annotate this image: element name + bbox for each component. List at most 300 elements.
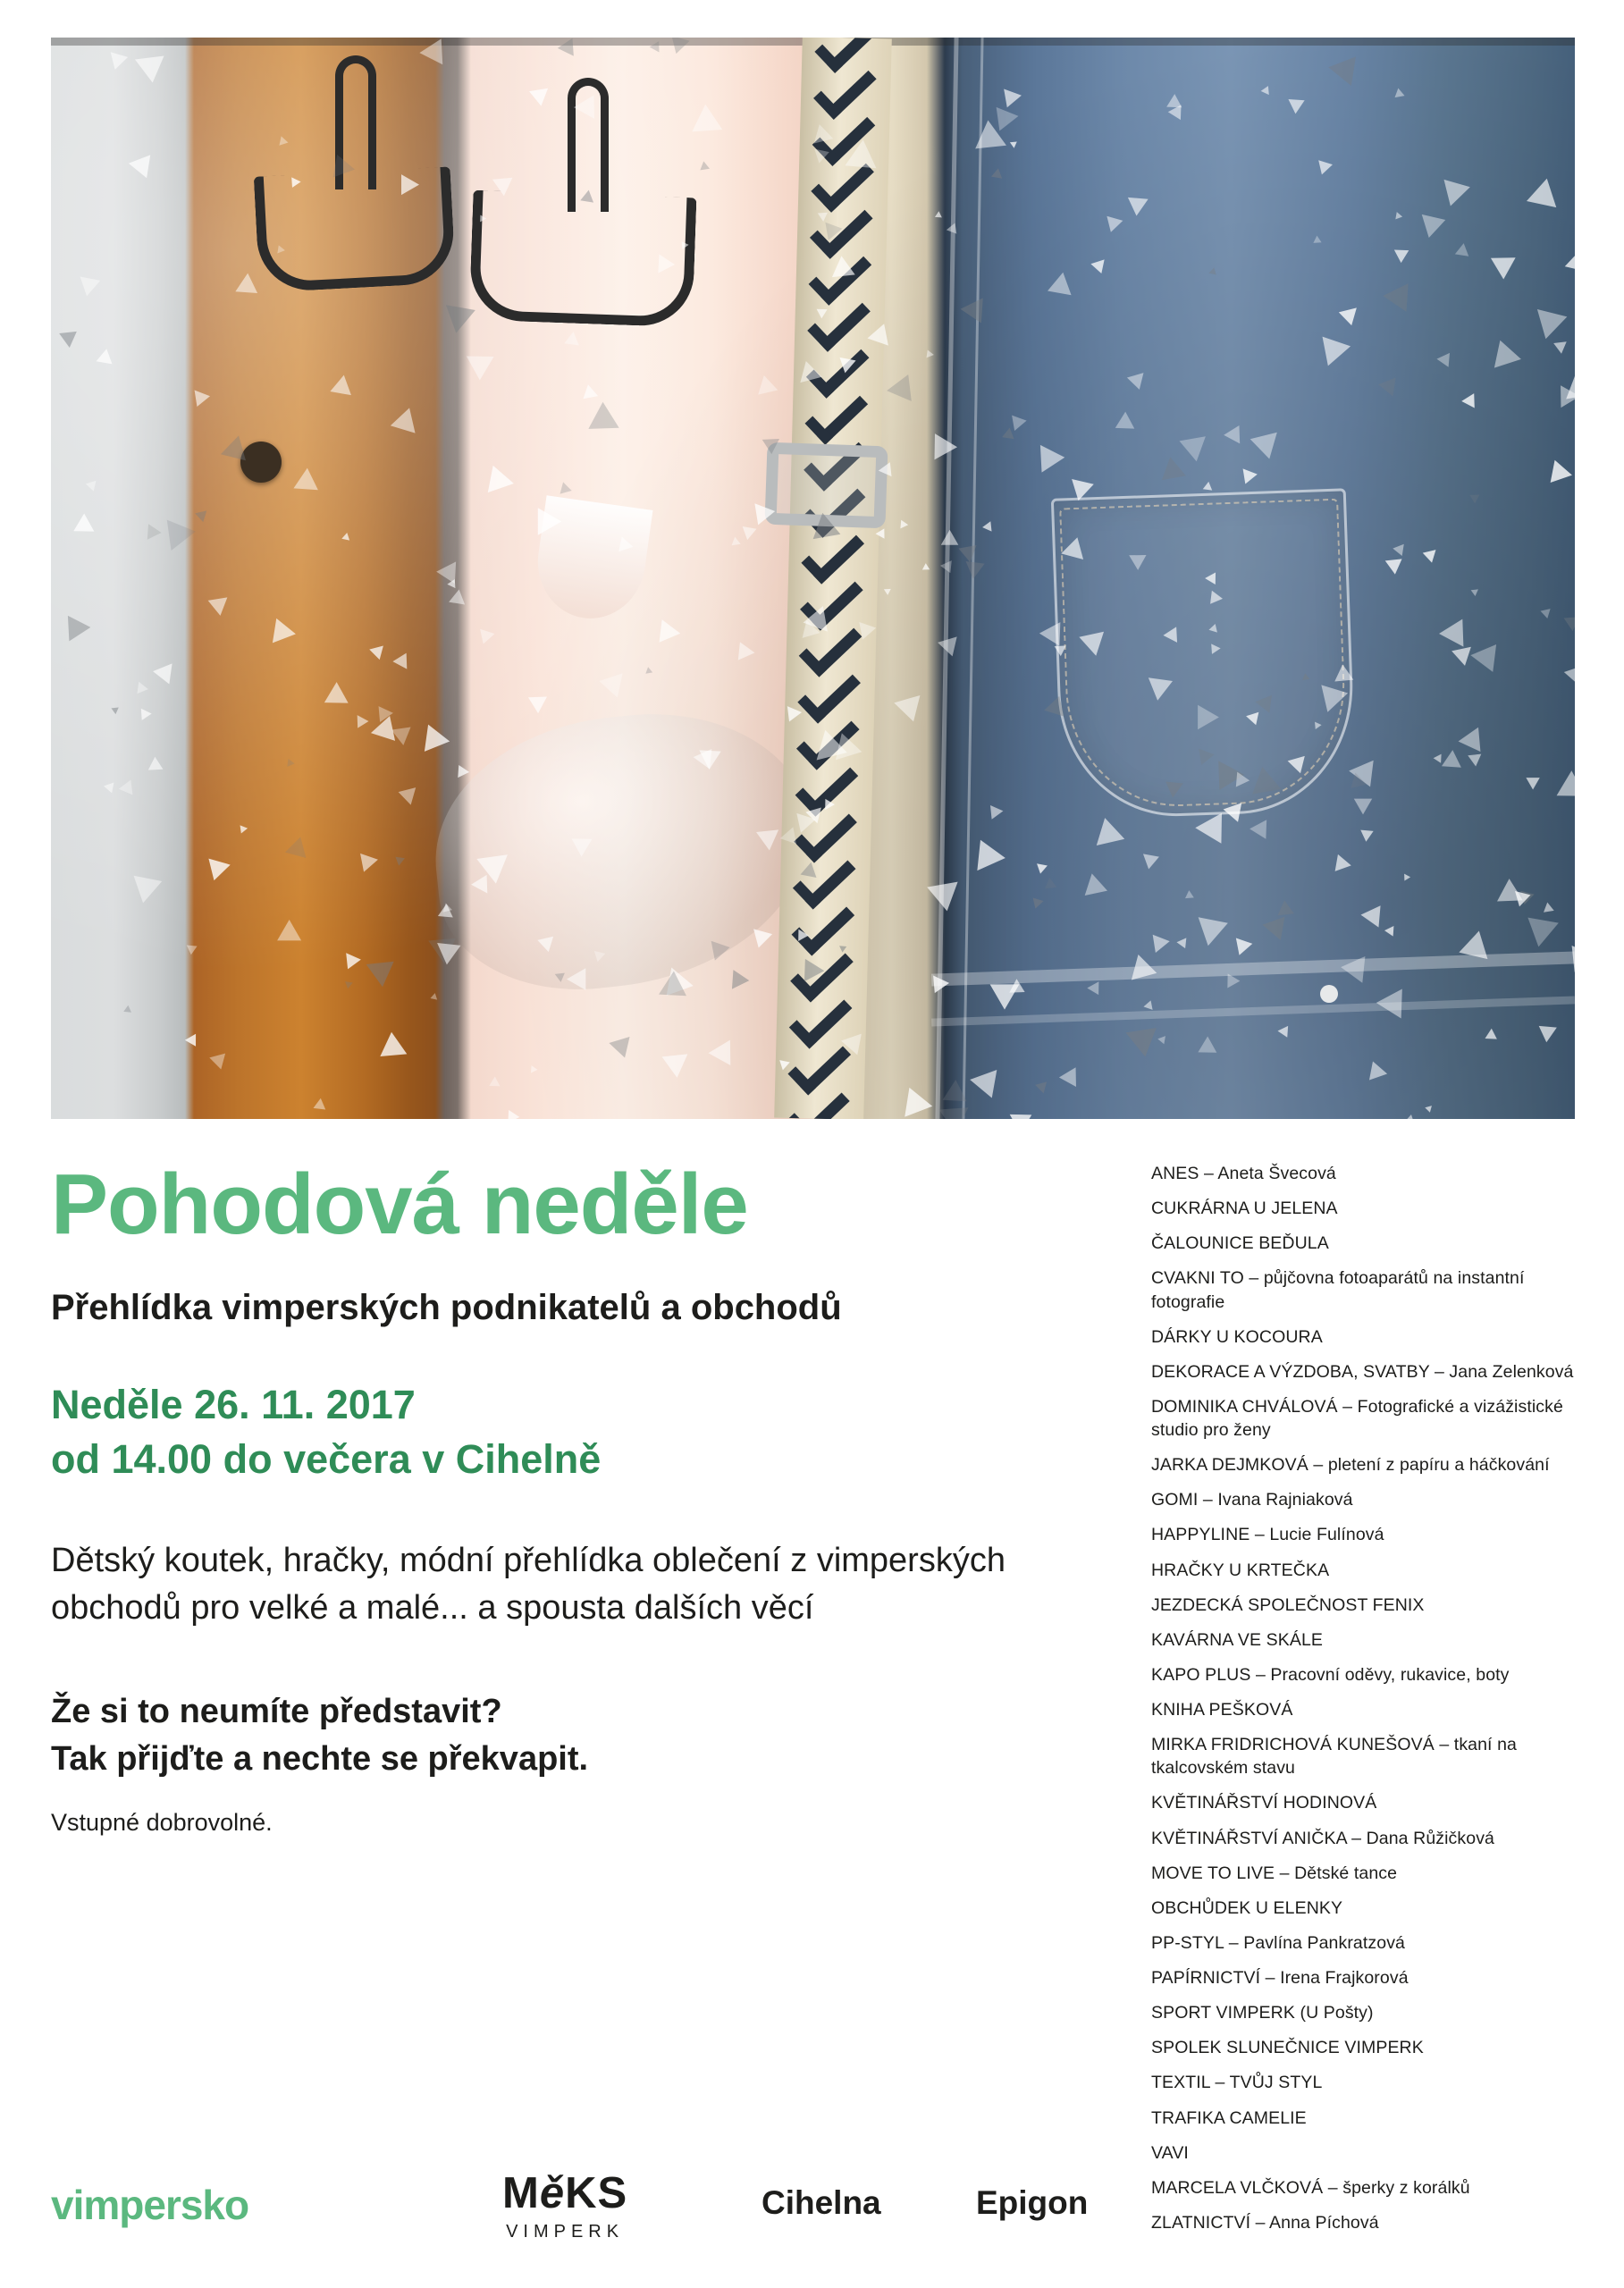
triangle-shape <box>148 757 166 776</box>
triangle-shape <box>678 242 688 252</box>
triangle-shape <box>414 725 450 761</box>
list-item: KAPO PLUS – Pracovní oděvy, rukavice, boty <box>1151 1664 1510 1685</box>
triangle-shape <box>946 223 960 237</box>
triangle-shape <box>1333 664 1353 682</box>
vimpersko-logo: vimpersko <box>51 2182 249 2228</box>
triangle-shape <box>1393 211 1401 220</box>
triangle-shape <box>528 1065 538 1075</box>
triangle-shape <box>346 951 362 969</box>
triangle-shape <box>449 589 470 610</box>
triangle-shape <box>183 940 197 955</box>
triangle-shape <box>1179 426 1214 462</box>
triangle-shape <box>1359 904 1380 927</box>
triangle-shape <box>1044 273 1072 302</box>
triangle-shape <box>1193 749 1214 769</box>
triangle-shape <box>1444 173 1474 206</box>
triangle-shape <box>567 963 595 990</box>
triangle-shape <box>1207 641 1221 654</box>
triangle-shape <box>853 616 876 639</box>
triangle-shape <box>132 682 148 697</box>
triangle-shape <box>1302 673 1311 682</box>
subtitle: Přehlídka vimperských podnikatelů a obchodů <box>51 1288 842 1327</box>
triangle-shape <box>921 563 930 573</box>
triangle-shape <box>1287 99 1304 114</box>
triangle-shape <box>997 83 1022 108</box>
triangle-shape <box>1075 625 1104 656</box>
triangle-shape <box>1563 617 1575 632</box>
triangle-shape <box>1551 460 1575 487</box>
triangle-shape <box>1125 369 1144 390</box>
triangle-shape <box>134 868 167 904</box>
list-item: KVĚTINÁŘSTVÍ ANIČKA – Dana Růžičková <box>1151 1828 1494 1848</box>
triangle-shape <box>1462 393 1482 412</box>
list-item: HAPPYLINE – Lucie Fulínová <box>1151 1525 1384 1545</box>
triangle-shape <box>1039 443 1064 472</box>
triangle-shape <box>1360 825 1376 841</box>
triangle-shape <box>430 993 438 1000</box>
triangle-shape <box>926 971 949 993</box>
triangle-shape <box>55 325 77 348</box>
triangle-shape <box>1395 88 1407 100</box>
triangle-shape <box>1042 695 1064 719</box>
triangle-shape <box>839 943 848 952</box>
triangle-shape <box>1224 425 1240 443</box>
triangle-shape <box>580 190 597 208</box>
list-item: OBCHŮDEK U ELENKY <box>1151 1897 1343 1918</box>
triangle-shape <box>708 1039 741 1072</box>
triangle-shape <box>705 941 729 963</box>
triangle-shape <box>1540 605 1553 618</box>
triangle-shape <box>1522 179 1557 216</box>
triangle-shape <box>1254 693 1272 712</box>
page-title: Pohodová neděle <box>51 1157 748 1252</box>
triangle-shape <box>73 514 94 532</box>
triangle-shape <box>285 757 295 767</box>
triangle-shape <box>1206 569 1222 585</box>
triangle-shape <box>1557 770 1575 808</box>
triangle-shape <box>360 951 393 987</box>
triangle-shape <box>959 545 980 564</box>
triangle-shape <box>453 761 469 777</box>
triangle-shape <box>820 795 835 809</box>
triangle-shape <box>731 642 755 665</box>
triangle-shape <box>1130 555 1148 570</box>
triangle-shape <box>1383 275 1420 311</box>
exhibitor-list <box>1151 1162 1598 2246</box>
triangle-shape <box>887 374 922 409</box>
list-item: SPORT VIMPERK (U Pošty) <box>1151 2003 1374 2023</box>
triangle-shape <box>1046 878 1060 893</box>
meks-letter-m: M <box>502 2169 540 2217</box>
triangle-shape <box>804 513 841 550</box>
triangle-shape <box>1393 543 1405 556</box>
epigon-logo: Epigon <box>976 2184 1089 2221</box>
list-item: JEZDECKÁ SPOLEČNOST FENIX <box>1151 1594 1425 1615</box>
triangle-shape <box>1201 482 1212 493</box>
triangle-shape <box>1329 47 1368 86</box>
triangle-shape <box>738 521 757 540</box>
triangle-shape <box>1009 1106 1037 1119</box>
list-item: ANES – Aneta Švecová <box>1151 1164 1336 1183</box>
triangle-shape <box>391 408 425 442</box>
event-description: Dětský koutek, hračky, módní přehlídka oblečení z vimperských obchodů pro velké a malé... a spousta dalších věcí <box>51 1541 1006 1628</box>
list-item: KAVÁRNA VE SKÁLE <box>1151 1629 1323 1650</box>
triangle-shape <box>1376 375 1395 397</box>
triangle-shape <box>939 559 952 573</box>
triangle-shape <box>331 374 358 403</box>
triangle-shape <box>1111 412 1135 437</box>
list-item: MOVE TO LIVE – Dětské tance <box>1151 1863 1398 1883</box>
triangle-shape <box>1132 955 1160 986</box>
triangle-shape <box>524 689 547 713</box>
triangle-shape <box>825 256 854 286</box>
triangle-shape <box>1195 812 1222 844</box>
triangle-shape <box>311 1098 325 1114</box>
triangle-shape <box>287 174 300 188</box>
main-text-column <box>51 1157 1106 1837</box>
list-item: ZLATNICTVÍ – Anna Píchová <box>1151 2212 1379 2233</box>
event-date: Neděle 26. 11. 2017 <box>51 1382 416 1427</box>
meks-logo-sub: VIMPERK <box>506 2222 625 2242</box>
triangle-shape <box>782 706 802 725</box>
triangle-shape <box>277 920 307 951</box>
triangle-shape <box>285 837 314 865</box>
event-datetime <box>51 1378 1106 1487</box>
list-item: JARKA DEJMKOVÁ – pletení z papíru a háčkování <box>1151 1455 1550 1476</box>
triangle-shape <box>938 1080 967 1111</box>
triangle-shape <box>1163 627 1177 643</box>
triangle-shape <box>221 435 255 469</box>
footer-logos <box>51 2169 1575 2270</box>
triangle-shape <box>762 432 784 454</box>
cihelna-logo: Cihelna <box>762 2184 881 2221</box>
triangle-shape <box>342 979 352 989</box>
hero-image <box>51 38 1575 1119</box>
triangle-shape <box>1565 242 1575 272</box>
list-item: GOMI – Ivana Rajniaková <box>1151 1490 1353 1510</box>
triangle-shape <box>1425 1106 1433 1114</box>
triangle-shape <box>1185 891 1196 903</box>
triangle-shape <box>135 56 167 85</box>
triangle-shape <box>195 510 209 523</box>
triangle-shape <box>118 779 138 799</box>
triangle-shape <box>939 1107 971 1119</box>
triangle-shape <box>865 324 888 349</box>
triangle-shape <box>1205 591 1223 609</box>
triangle-shape <box>1238 469 1258 487</box>
triangle-shape <box>1285 753 1305 774</box>
triangle-shape <box>137 705 152 720</box>
triangle-shape <box>1315 160 1333 176</box>
triangle-shape <box>492 178 514 197</box>
triangle-shape <box>1058 537 1083 565</box>
triangle-shape <box>1571 943 1575 972</box>
triangle-shape <box>897 518 908 529</box>
triangle-shape <box>801 861 820 878</box>
triangle-shape <box>85 478 97 491</box>
triangle-shape <box>732 970 750 990</box>
triangle-shape <box>537 937 556 954</box>
triangle-shape <box>1198 1036 1216 1052</box>
triangle-shape <box>1142 1001 1152 1012</box>
triangle-shape <box>1470 494 1481 503</box>
triangle-shape <box>555 969 568 982</box>
triangle-shape <box>1470 644 1505 677</box>
triangle-shape <box>837 358 856 374</box>
triangle-shape <box>981 521 991 532</box>
triangle-shape <box>1077 874 1107 904</box>
triangle-shape <box>923 433 957 467</box>
triangle-shape <box>1126 1028 1161 1059</box>
triangle-shape <box>1250 820 1275 845</box>
triangle-shape <box>111 707 119 714</box>
triangle-shape <box>476 629 495 646</box>
triangle-shape <box>649 41 659 53</box>
triangle-shape <box>1090 255 1109 273</box>
triangle-shape <box>1199 908 1233 946</box>
triangle-shape <box>1067 479 1094 503</box>
triangle-shape <box>200 851 230 880</box>
triangle-shape <box>667 38 689 56</box>
triangle-shape <box>1278 1022 1293 1038</box>
triangle-shape <box>1442 750 1467 776</box>
triangle-shape <box>1035 863 1048 875</box>
triangle-shape <box>574 89 604 119</box>
list-item: KVĚTINÁŘSTVÍ HODINOVÁ <box>1151 1793 1377 1813</box>
triangle-shape <box>596 669 622 698</box>
triangle-shape <box>1439 612 1475 646</box>
triangle-shape <box>961 291 994 324</box>
triangle-shape <box>467 344 501 380</box>
triangle-shape <box>470 875 487 894</box>
triangle-shape <box>127 152 150 178</box>
triangle-shape <box>1526 771 1543 789</box>
triangle-shape <box>753 925 775 948</box>
triangle-shape <box>341 533 349 543</box>
triangle-shape <box>1537 302 1571 339</box>
triangle-shape <box>208 597 231 617</box>
triangle-shape <box>1314 235 1324 246</box>
triangle-shape <box>419 38 452 64</box>
triangle-shape <box>793 361 822 391</box>
triangle-shape <box>94 349 113 369</box>
triangle-shape <box>1455 243 1473 262</box>
triangle-shape <box>1401 874 1410 883</box>
triangle-shape <box>326 151 355 178</box>
list-item: DOMINIKA CHVÁLOVÁ – Fotografické a vizážistické studio pro ženy <box>1151 1396 1563 1440</box>
triangle-shape <box>1311 327 1351 366</box>
triangle-shape <box>644 668 652 677</box>
triangle-shape <box>279 137 289 147</box>
triangle-shape <box>1538 1026 1558 1043</box>
triangle-shape <box>231 273 257 301</box>
list-item: CVAKNI TO – půjčovna fotoaparátů na instantní fotografie <box>1151 1268 1525 1312</box>
triangle-shape <box>1035 1077 1051 1093</box>
triangle-shape <box>278 245 286 254</box>
triangle-shape <box>294 467 320 491</box>
list-item: MARCELA VLČKOVÁ – šperky z korálků <box>1151 2177 1470 2198</box>
triangle-shape <box>1161 774 1183 797</box>
triangle-shape <box>1153 932 1172 953</box>
entry-fee-note: Vstupné dobrovolné. <box>51 1809 273 1837</box>
triangle-shape <box>373 1032 408 1068</box>
triangle-shape <box>935 211 944 220</box>
meks-letter-e: ě <box>539 2169 566 2217</box>
triangle-shape <box>77 276 100 298</box>
triangle-shape <box>538 508 561 535</box>
triangle-shape <box>480 461 514 492</box>
list-item: PAPÍRNICTVÍ – Irena Frajkorová <box>1151 1968 1409 1988</box>
triangle-shape <box>970 1070 1006 1103</box>
triangle-shape <box>698 750 720 770</box>
triangle-shape <box>185 1034 201 1050</box>
triangle-shape <box>795 954 825 981</box>
list-item: TRAFIKA CAMELIE <box>1151 2107 1307 2128</box>
triangle-shape <box>1468 748 1485 766</box>
triangle-shape <box>1340 954 1366 982</box>
triangle-shape <box>1384 926 1394 937</box>
list-item: MIRKA FRIDRICHOVÁ KUNEŠOVÁ – tkaní na tkalcovském stavu <box>1151 1735 1517 1779</box>
triangle-shape <box>68 614 91 641</box>
triangle-shape <box>1009 139 1018 147</box>
triangle-shape <box>477 214 486 223</box>
triangle-shape <box>1149 670 1177 701</box>
triangle-shape <box>147 524 162 541</box>
list-item: DÁRKY U KOCOURA <box>1151 1326 1323 1347</box>
triangle-shape <box>752 822 778 851</box>
triangle-shape <box>392 649 413 669</box>
list-item: KNIHA PEŠKOVÁ <box>1151 1700 1293 1720</box>
list-item: PP-STYL – Pavlína Pankratzová <box>1151 1932 1405 1953</box>
triangle-shape <box>1087 981 1104 998</box>
triangle-shape <box>560 482 574 496</box>
triangle-shape <box>1250 432 1283 461</box>
triangle-shape <box>845 140 885 181</box>
triangle-shape <box>319 683 349 714</box>
meks-letters-ks: KS <box>565 2169 628 2217</box>
triangle-shape <box>841 1027 870 1056</box>
triangle-shape <box>1470 586 1480 596</box>
callout-line-1: Že si to neumíte představit? <box>51 1693 502 1731</box>
triangle-shape <box>1167 105 1181 120</box>
list-item: TEXTIL – TVŮJ STYL <box>1151 2073 1323 2093</box>
triangle-shape <box>978 840 1007 873</box>
triangle-shape <box>879 459 896 476</box>
triangle-shape <box>1176 938 1190 951</box>
triangle-shape <box>1394 244 1412 263</box>
list-item: ČALOUNICE BEĎULA <box>1151 1233 1329 1254</box>
triangle-shape <box>1484 341 1521 378</box>
triangle-shape <box>1059 1063 1084 1087</box>
event-time: od 14.00 do večera v Cihelně <box>51 1435 602 1482</box>
triangle-shape <box>927 882 963 914</box>
triangle-shape <box>1339 308 1360 328</box>
triangle-shape <box>1138 848 1159 870</box>
triangle-shape <box>427 1116 445 1119</box>
triangle-shape <box>1122 189 1148 215</box>
triangle-shape <box>1329 854 1352 877</box>
triangle-shape <box>529 88 551 108</box>
triangle-shape <box>437 294 476 333</box>
triangle-shape <box>1385 559 1404 576</box>
triangle-shape <box>1491 257 1516 279</box>
list-item: CUKRÁRNA U JELENA <box>1151 1199 1338 1219</box>
triangle-shape <box>1362 1062 1387 1087</box>
triangle-shape <box>1031 898 1044 911</box>
triangle-shape <box>1208 624 1220 635</box>
triangle-shape <box>367 643 383 660</box>
triangle-shape <box>1236 935 1254 955</box>
triangle-shape <box>1198 705 1219 730</box>
triangle-shape <box>104 778 118 793</box>
triangle-shape <box>1354 799 1372 815</box>
triangle-shape <box>1485 1029 1500 1045</box>
triangle-shape <box>360 850 380 871</box>
callout-line-2: Tak přijďte a nechte se překvapit. <box>51 1739 589 1778</box>
triangle-shape <box>152 660 172 684</box>
triangle-shape <box>1455 930 1488 966</box>
triangle-shape <box>195 388 212 407</box>
triangle-shape <box>1222 970 1241 988</box>
triangle-shape <box>561 332 579 350</box>
triangle-shape <box>1376 988 1402 1019</box>
triangle-shape <box>509 1110 520 1119</box>
triangle-shape <box>594 948 607 962</box>
triangle-shape <box>729 537 741 550</box>
triangle-shape <box>207 1049 225 1069</box>
triangle-shape <box>272 618 297 646</box>
triangle-shape <box>1421 546 1436 562</box>
triangle-shape <box>1321 679 1351 712</box>
triangle-shape <box>588 401 619 429</box>
list-item: DEKORACE A VÝZDOBA, SVATBY – Jana Zelenková <box>1151 1361 1574 1382</box>
triangle-shape <box>1087 818 1124 856</box>
triangle-shape <box>984 801 1003 819</box>
triangle-shape <box>1260 86 1269 96</box>
triangle-shape <box>697 161 710 173</box>
callout <box>51 1688 1106 1782</box>
triangle-shape <box>659 254 676 273</box>
triangle-shape <box>489 1077 503 1091</box>
triangle-shape <box>609 1037 635 1061</box>
triangle-shape <box>1243 767 1282 805</box>
list-item: VAVI <box>1151 2142 1189 2163</box>
triangle-shape <box>1437 349 1456 367</box>
triangle-shape <box>396 783 416 804</box>
meks-logo-main <box>502 2168 627 2218</box>
triangle-shape <box>392 853 405 865</box>
triangle-shape <box>351 712 368 728</box>
triangle-shape <box>812 149 829 165</box>
triangle-shape <box>1223 797 1249 822</box>
triangle-shape <box>1433 754 1441 764</box>
triangle-shape <box>1405 1114 1416 1119</box>
triangle-shape <box>105 53 127 72</box>
triangle-shape <box>558 38 581 62</box>
triangle-shape <box>938 630 964 657</box>
triangle-shape <box>991 167 1004 179</box>
triangle-confetti-overlay <box>51 38 1575 1119</box>
triangle-shape <box>237 822 248 833</box>
triangle-shape <box>1315 721 1322 729</box>
triangle-shape <box>884 588 891 594</box>
triangle-shape <box>567 830 593 857</box>
triangle-shape <box>905 1087 935 1119</box>
triangle-shape <box>753 374 777 395</box>
triangle-shape <box>1154 457 1186 489</box>
triangle-shape <box>614 534 633 551</box>
triangle-shape <box>1540 902 1553 916</box>
